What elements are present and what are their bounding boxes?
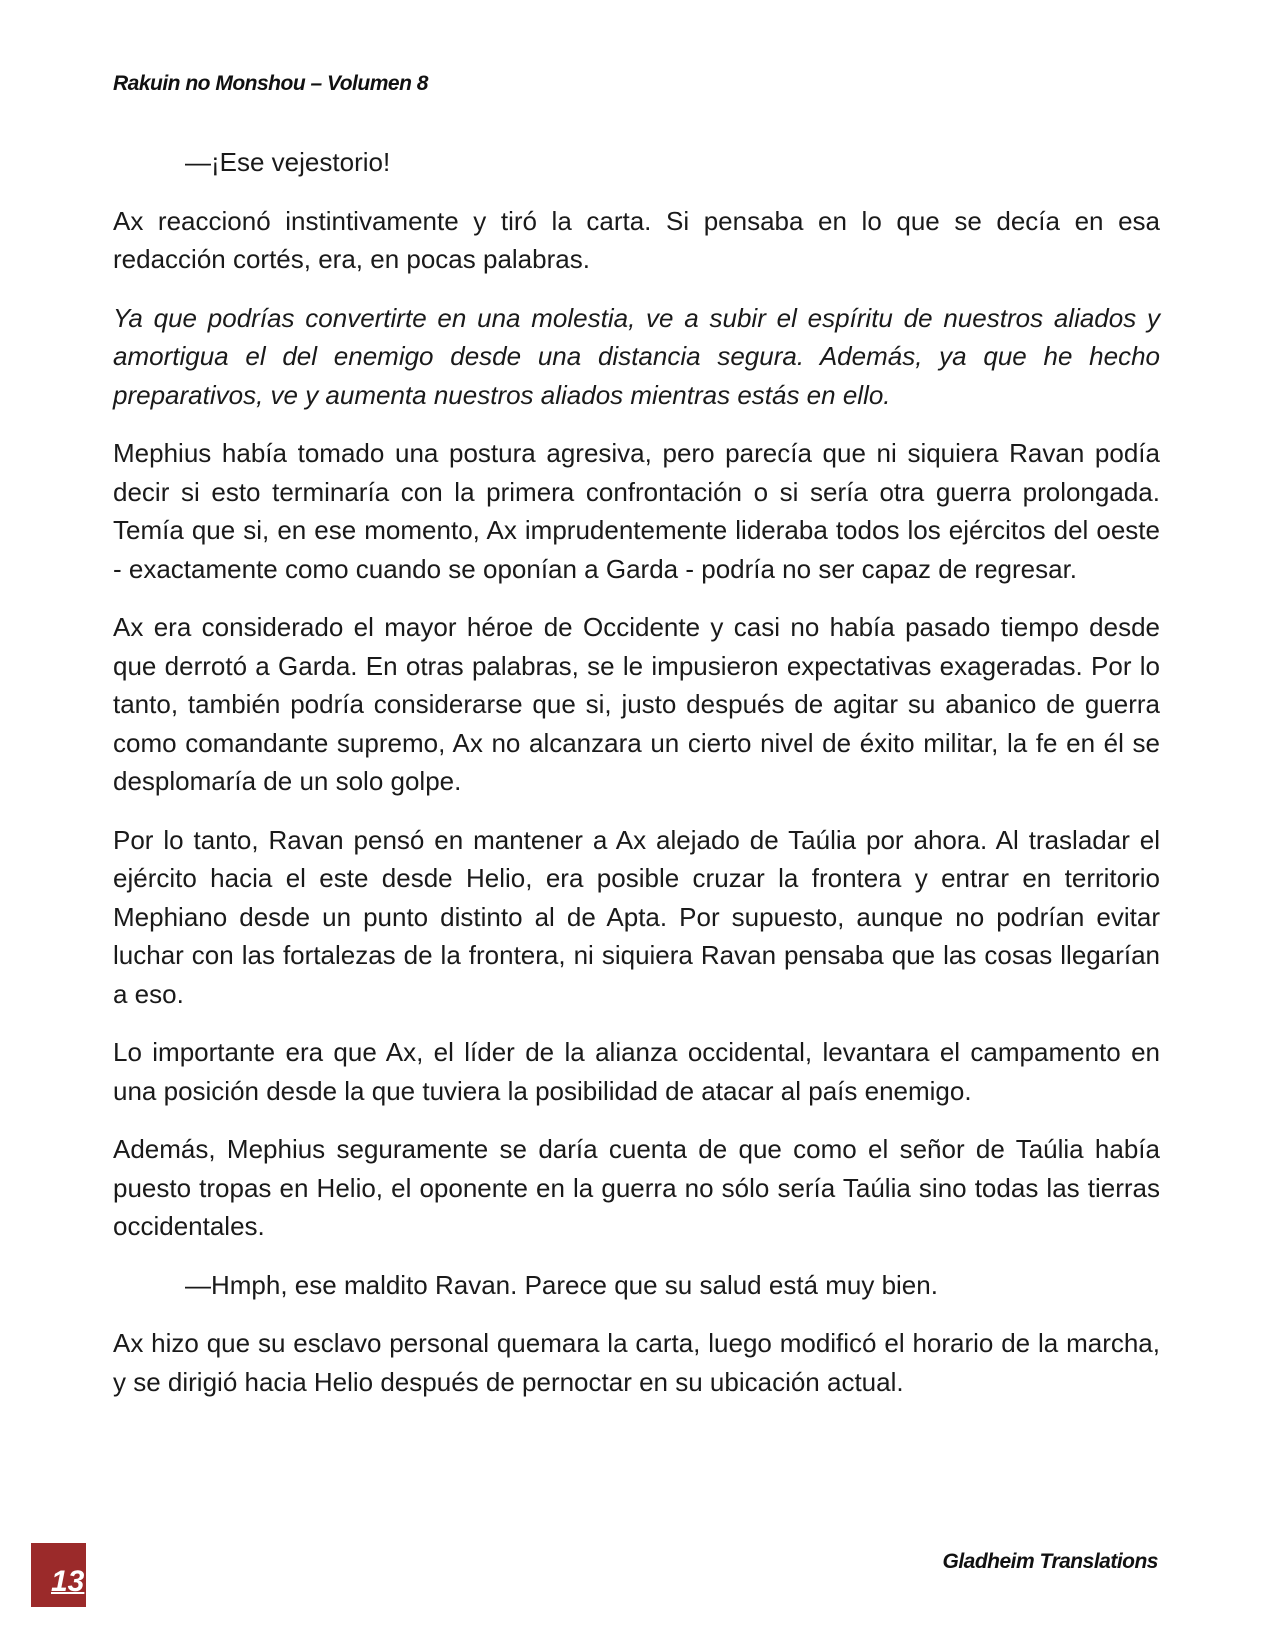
paragraph: Además, Mephius seguramente se daría cuenta de que como el señor de Taúlia había puesto tropas en Helio, el oponente en la guerra no sólo sería Taúlia sino todas las tierras occidentales. bbox=[113, 1134, 1160, 1241]
paragraph-dialogue: —¡Ese vejestorio! bbox=[185, 147, 391, 177]
footer-credit: Gladheim Translations bbox=[942, 1550, 1158, 1573]
paragraph: Mephius había tomado una postura agresiva, pero parecía que ni siquiera Ravan podía decir si esto terminaría con la primera confrontación o si sería otra guerra prolongada. Temía que si, en ese momento, Ax imprudentemente lideraba todos los ejércitos del oeste - exactamente como cuando se oponían a Garda - podría no ser capaz de regresar. bbox=[113, 438, 1160, 584]
running-header: Rakuin no Monshou – Volumen 8 bbox=[113, 72, 428, 95]
paragraph: Ax era considerado el mayor héroe de Occidente y casi no había pasado tiempo desde que derrotó a Garda. En otras palabras, se le impusieron expectativas exageradas. Por lo tanto, también podría considerarse que si, justo después de agitar su abanico de guerra como comandante supremo, Ax no alcanzara un cierto nivel de éxito militar, la fe en él se desplomaría de un solo golpe. bbox=[113, 612, 1160, 796]
paragraph: Lo importante era que Ax, el líder de la alianza occidental, levantara el campamento en una posición desde la que tuviera la posibilidad de atacar al país enemigo. bbox=[113, 1037, 1160, 1106]
paragraph-letter-quote: Ya que podrías convertirte en una molestia, ve a subir el espíritu de nuestros aliados y amortigua el del enemigo desde una distancia segura. Además, ya que he hecho preparativos, ve y aumenta nuestros aliados mientras estás en ello. bbox=[113, 302, 1160, 410]
paragraph-dialogue: —Hmph, ese maldito Ravan. Parece que su salud está muy bien. bbox=[185, 1269, 938, 1300]
paragraph: Por lo tanto, Ravan pensó en mantener a Ax alejado de Taúlia por ahora. Al trasladar el ejército hacia el este desde Helio, era posible cruzar la frontera y entrar en territorio Mephiano desde un punto distinto al de Apta. Por supuesto, aunque no podrían evitar luchar con las fortalezas de la frontera, ni siquiera Ravan pensaba que las cosas llegarían a eso. bbox=[113, 824, 1160, 1009]
paragraph: Ax hizo que su esclavo personal quemara la carta, luego modificó el horario de la marcha, y se dirigió hacia Helio después de pernoctar en su ubicación actual. bbox=[113, 1328, 1160, 1397]
page-number-box bbox=[31, 1543, 86, 1607]
page-body bbox=[113, 143, 1160, 1421]
page-number: 13 bbox=[51, 1565, 85, 1598]
paragraph: Ax reaccionó instintivamente y tiró la carta. Si pensaba en lo que se decía en esa redacción cortés, era, en pocas palabras. bbox=[113, 205, 1160, 274]
